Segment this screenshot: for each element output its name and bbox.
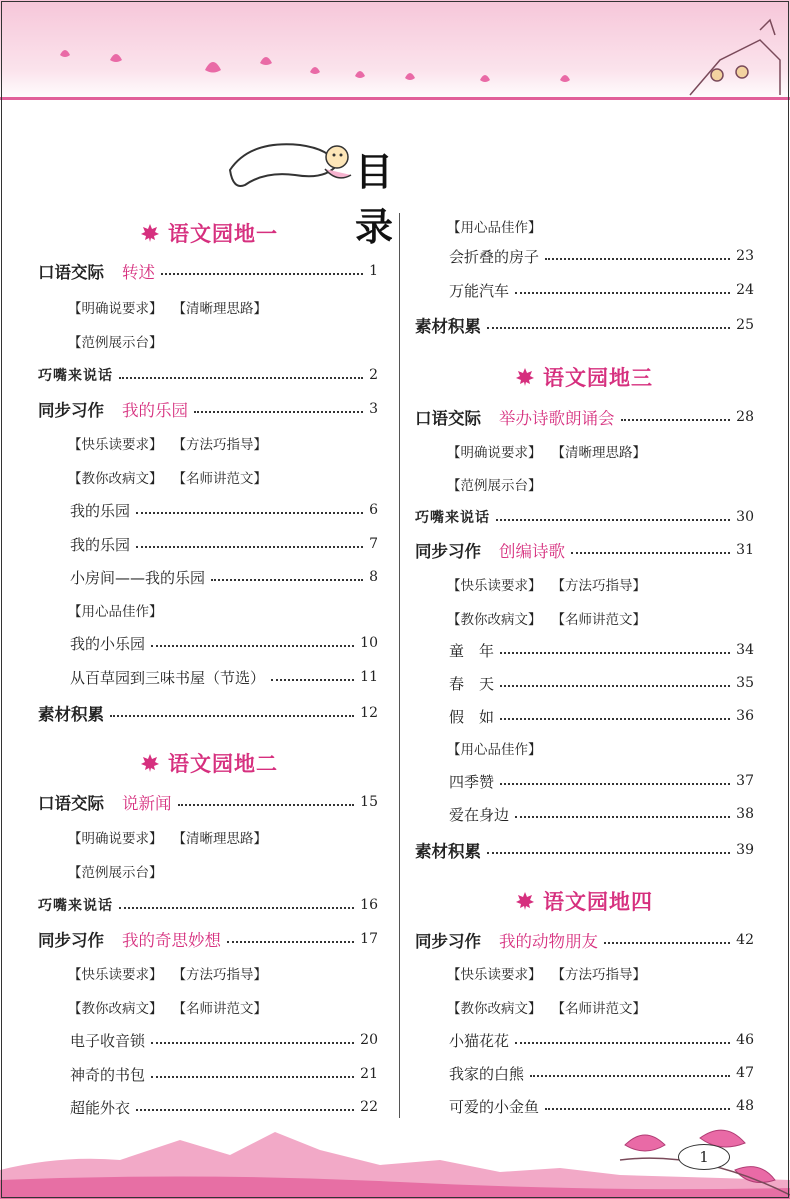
tag: 【教你改病文】: [447, 612, 542, 628]
entry-page: 24: [736, 282, 754, 298]
entry-label: 从百草园到三味书屋（节选）: [70, 668, 266, 687]
toc-entry[interactable]: [415, 504, 754, 530]
leader-dots: [178, 804, 355, 806]
entry-page: 15: [360, 794, 378, 810]
toc-entry[interactable]: [70, 630, 378, 656]
leader-dots: [211, 579, 363, 581]
entry-label: 可爱的小金鱼: [449, 1097, 540, 1116]
entry-label: 我家的白熊: [449, 1064, 525, 1083]
tag: 【教你改病文】: [447, 1001, 542, 1017]
entry-label: 素材积累: [415, 317, 481, 336]
entry-topic: 创编诗歌: [499, 542, 565, 561]
toc-entry[interactable]: [70, 564, 378, 590]
title-block: [225, 135, 455, 249]
entry-page: 37: [736, 773, 754, 789]
leader-dots: [194, 411, 363, 413]
tag: 【教你改病文】: [68, 471, 163, 487]
leader-dots: [487, 327, 730, 329]
leader-dots: [151, 1042, 354, 1044]
tag: 【范例展示台】: [68, 865, 163, 881]
leader-dots: [545, 258, 730, 260]
entry-label: 万能汽车: [449, 281, 510, 300]
tag-row: [68, 859, 163, 883]
toc-entry[interactable]: [70, 664, 378, 690]
tag: 【方法巧指导】: [551, 967, 646, 983]
entry-page: 34: [736, 642, 754, 658]
tag-row: [447, 572, 646, 596]
squirrel-tail-icon: [225, 135, 355, 195]
tag: 【范例展示台】: [447, 478, 542, 494]
entry-topic: 我的动物朋友: [499, 932, 598, 951]
maple-leaf-icon: [515, 367, 535, 387]
section-title-1: [140, 216, 278, 250]
entry-label: 我的乐园: [70, 501, 131, 520]
entry-page: 3: [369, 401, 378, 417]
entry-label: 同步习作: [415, 932, 481, 951]
column-divider: [399, 213, 400, 1118]
entry-page: 10: [360, 635, 378, 651]
entry-page: 12: [360, 705, 378, 721]
entry-page: 28: [736, 409, 754, 425]
toc-entry[interactable]: [415, 537, 754, 563]
leader-dots: [515, 816, 730, 818]
section-title-2: [140, 746, 278, 780]
leader-dots: [530, 1075, 730, 1077]
entry-page: 31: [736, 542, 754, 558]
leader-dots: [515, 292, 730, 294]
toc-entry[interactable]: [70, 1094, 378, 1120]
tag-row: [447, 439, 646, 463]
toc-entry[interactable]: [415, 312, 754, 338]
leader-dots: [119, 907, 354, 909]
entry-page: 11: [360, 669, 378, 685]
entry-page: 21: [360, 1066, 378, 1082]
tag: 【名师讲范文】: [172, 1001, 267, 1017]
tag-row: [68, 825, 267, 849]
entry-page: 6: [369, 502, 378, 518]
entry-page: 2: [369, 367, 378, 383]
leader-dots: [500, 652, 730, 654]
entry-page: 47: [736, 1065, 754, 1081]
tag: 【教你改病文】: [68, 1001, 163, 1017]
toc-entry[interactable]: [449, 768, 754, 794]
entry-topic: 说新闻: [122, 794, 172, 813]
leader-dots: [604, 942, 730, 944]
tag: 【快乐读要求】: [68, 437, 163, 453]
tag-row: [68, 431, 267, 455]
entry-label: 我的乐园: [70, 535, 131, 554]
entry-label: 电子收音锁: [70, 1031, 146, 1050]
section-title-text: 语文园地一: [168, 222, 278, 246]
toc-entry[interactable]: [415, 837, 754, 863]
tag-row: [447, 736, 542, 760]
leader-dots: [496, 519, 730, 521]
tag: 【清晰理思路】: [172, 831, 267, 847]
entry-label: 我的小乐园: [70, 634, 146, 653]
entry-label: 素材积累: [415, 842, 481, 861]
entry-topic: 转述: [122, 263, 155, 282]
section-title-4: [515, 884, 653, 918]
tag-row: [447, 995, 646, 1019]
toc-entry[interactable]: [38, 396, 378, 422]
tag-row: [68, 995, 267, 1019]
leader-dots: [161, 273, 363, 275]
tag: 【清晰理思路】: [551, 445, 646, 461]
entry-page: 20: [360, 1032, 378, 1048]
entry-label: 巧嘴来说话: [415, 510, 490, 526]
entry-page: 8: [369, 569, 378, 585]
section-title-text: 语文园地四: [543, 890, 653, 914]
header-line: [0, 97, 790, 100]
entry-page: 38: [736, 806, 754, 822]
entry-page: 17: [360, 931, 378, 947]
entry-topic: 举办诗歌朗诵会: [499, 409, 615, 428]
entry-topic: 我的奇思妙想: [122, 931, 221, 950]
entry-label: 爱在身边: [449, 805, 510, 824]
section-title-3: [515, 360, 653, 394]
toc-entry[interactable]: [449, 637, 754, 663]
entry-page: 22: [360, 1099, 378, 1115]
entry-label: 四季赞: [449, 772, 495, 791]
toc-entry[interactable]: [449, 703, 754, 729]
toc-entry[interactable]: [449, 243, 754, 269]
entry-label: 口语交际: [415, 409, 481, 428]
tag: 【名师讲范文】: [172, 471, 267, 487]
entry-page: 42: [736, 932, 754, 948]
header-plants-icon: [0, 0, 790, 100]
tag: 【用心品佳作】: [447, 220, 542, 236]
toc-entry[interactable]: [449, 1093, 754, 1119]
maple-leaf-icon: [515, 891, 535, 911]
section-title-text: 语文园地二: [168, 752, 278, 776]
toc-entry[interactable]: [38, 362, 378, 388]
leader-dots: [119, 377, 363, 379]
entry-page: 16: [360, 897, 378, 913]
entry-label: 同步习作: [38, 401, 104, 420]
entry-page: 1: [369, 263, 378, 279]
entry-label: 巧嘴来说话: [38, 368, 113, 384]
entry-label: 素材积累: [38, 705, 104, 724]
tag-row: [68, 465, 267, 489]
tag: 【方法巧指导】: [172, 967, 267, 983]
toc-entry[interactable]: [38, 789, 378, 815]
toc-entry[interactable]: [449, 801, 754, 827]
maple-leaf-icon: [140, 753, 160, 773]
leader-dots: [515, 1042, 730, 1044]
leader-dots: [227, 941, 354, 943]
entry-label: 小猫花花: [449, 1031, 510, 1050]
tag: 【名师讲范文】: [551, 612, 646, 628]
entry-page: 7: [369, 536, 378, 552]
leader-dots: [500, 783, 730, 785]
entry-label: 同步习作: [415, 542, 481, 561]
leader-dots: [151, 645, 354, 647]
entry-page: 30: [736, 509, 754, 525]
toc-entry[interactable]: [38, 892, 378, 918]
tag: 【明确说要求】: [68, 831, 163, 847]
tag-row: [68, 598, 163, 622]
toc-entry[interactable]: [70, 1027, 378, 1053]
tag-row: [68, 961, 267, 985]
toc-entry[interactable]: [38, 926, 378, 952]
leader-dots: [271, 679, 354, 681]
toc-entry[interactable]: [38, 258, 378, 284]
entry-page: 25: [736, 317, 754, 333]
tag: 【明确说要求】: [447, 445, 542, 461]
toc-entry[interactable]: [449, 1060, 754, 1086]
leader-dots: [136, 512, 363, 514]
entry-label: 口语交际: [38, 794, 104, 813]
entry-label: 假 如: [449, 707, 495, 726]
entry-page: 23: [736, 248, 754, 264]
leader-dots: [136, 1109, 354, 1111]
tag-row: [447, 472, 542, 496]
maple-leaf-icon: [140, 223, 160, 243]
entry-label: 小房间——我的乐园: [70, 568, 206, 587]
entry-page: 35: [736, 675, 754, 691]
section-title-text: 语文园地三: [543, 366, 653, 390]
leader-dots: [545, 1108, 730, 1110]
entry-label: 神奇的书包: [70, 1065, 146, 1084]
leader-dots: [500, 685, 730, 687]
entry-label: 超能外衣: [70, 1098, 131, 1117]
tag-row: [447, 214, 542, 238]
tag: 【快乐读要求】: [447, 578, 542, 594]
toc-entry[interactable]: [70, 1061, 378, 1087]
tag: 【方法巧指导】: [551, 578, 646, 594]
leader-dots: [151, 1076, 354, 1078]
page-title: 目 录: [355, 150, 400, 249]
entry-page: 39: [736, 842, 754, 858]
leader-dots: [500, 718, 730, 720]
tag-row: [447, 961, 646, 985]
tag: 【方法巧指导】: [172, 437, 267, 453]
toc-entry[interactable]: [449, 670, 754, 696]
toc-entry[interactable]: [449, 277, 754, 303]
tag-row: [68, 329, 163, 353]
leader-dots: [136, 546, 363, 548]
footer-mountains-icon: [0, 1120, 790, 1199]
toc-entry[interactable]: [38, 700, 378, 726]
tag-row: [447, 606, 646, 630]
entry-label: 春 天: [449, 674, 495, 693]
entry-label: 会折叠的房子: [449, 247, 540, 266]
entry-page: 48: [736, 1098, 754, 1114]
tag: 【快乐读要求】: [68, 967, 163, 983]
toc-entry[interactable]: [70, 531, 378, 557]
tag: 【清晰理思路】: [172, 301, 267, 317]
leader-dots: [621, 419, 731, 421]
page-number: 1: [678, 1144, 730, 1170]
entry-topic: 我的乐园: [122, 401, 188, 420]
tag: 【名师讲范文】: [551, 1001, 646, 1017]
tag: 【明确说要求】: [68, 301, 163, 317]
tag: 【用心品佳作】: [68, 604, 163, 620]
tag: 【用心品佳作】: [447, 742, 542, 758]
entry-page: 46: [736, 1032, 754, 1048]
tag-row: [68, 295, 267, 319]
header-decoration: [0, 0, 790, 100]
tag: 【范例展示台】: [68, 335, 163, 351]
toc-entry[interactable]: [415, 927, 754, 953]
toc-entry[interactable]: [415, 404, 754, 430]
entry-label: 口语交际: [38, 263, 104, 282]
toc-entry[interactable]: [70, 497, 378, 523]
entry-page: 36: [736, 708, 754, 724]
leader-dots: [487, 852, 730, 854]
toc-entry[interactable]: [449, 1027, 754, 1053]
entry-label: 童 年: [449, 641, 495, 660]
entry-label: 巧嘴来说话: [38, 898, 113, 914]
entry-label: 同步习作: [38, 931, 104, 950]
leader-dots: [571, 552, 730, 554]
tag: 【快乐读要求】: [447, 967, 542, 983]
leader-dots: [110, 715, 354, 717]
